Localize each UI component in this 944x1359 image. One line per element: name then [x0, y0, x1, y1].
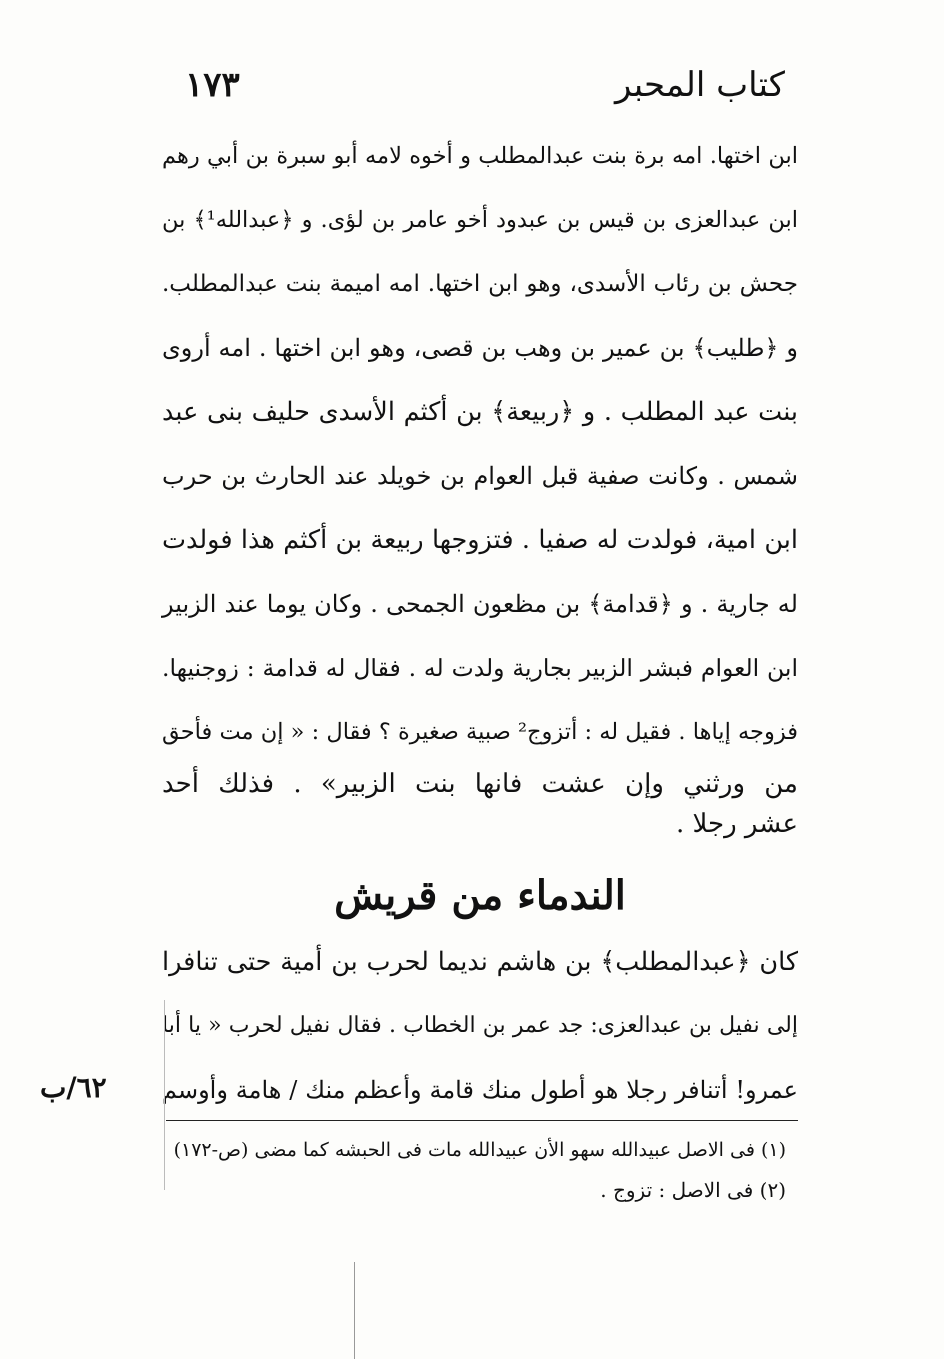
scan-fold-line: [354, 1262, 355, 1359]
text-line: كان ﴿عبدالمطلب﴾ بن هاشم نديما لحرب بن أمية حتى تنافرا: [162, 947, 798, 977]
text-line: شمس . وكانت صفية قبل العوام بن خويلد عند الحارث بن حرب: [162, 462, 798, 490]
text-line: بنت عبد المطلب . و ﴿ربيعة﴾ بن أكثم الأسدى حليف بنى عبد: [162, 397, 798, 427]
main-text-block-2: [162, 930, 798, 1122]
text-line: من ورثني وإن عشت فانها بنت الزبير» . فذلك أحد: [162, 769, 798, 799]
footnote: (١) فى الاصل عبيدالله سهو الأن عبيدالله مات فى الحبشه كما مضى (ص-١٧٢): [173, 1139, 786, 1161]
text-line: ابن اختها. امه برة بنت عبدالمطلب و أخوه لامه أبو سبرة بن أبي رهم: [162, 143, 798, 169]
scan-margin-line: [164, 1000, 165, 1190]
text-line: ابن امية، فولدت له صفيا . فتزوجها ربيعة بن أكثم هذا فولدت: [162, 525, 798, 555]
text-line: فزوجه إياها . فقيل له : أتزوج² صبية صغيرة ؟ فقال : « إن مت فأحق: [162, 719, 798, 745]
section-heading: الندماء من قريش: [334, 872, 626, 919]
manuscript-folio-note: ٦٢/ب: [40, 1071, 107, 1104]
page-number: ١٧٣: [185, 65, 240, 105]
footnote-divider: [166, 1120, 798, 1121]
text-line: ابن عبدالعزى بن قيس بن عبدود أخو عامر بن لؤى. و ﴿عبدالله¹﴾ بن: [162, 207, 798, 233]
main-text-block: [162, 124, 798, 844]
running-head: كتاب المحبر: [614, 65, 785, 105]
text-line: عشر رجلا .: [676, 809, 798, 839]
footnotes: [166, 1130, 786, 1210]
text-line: ابن العوام فبشر الزبير بجارية ولدت له . فقال له قدامة : زوجنيها.: [162, 654, 798, 682]
page-header: [185, 62, 785, 112]
text-line: جحش بن رئاب الأسدى، وهو ابن اختها. امه اميمة بنت عبدالمطلب.: [162, 271, 798, 297]
footnote: (٢) فى الاصل : تزوج .: [600, 1178, 786, 1202]
text-line: له جارية . و ﴿قدامة﴾ بن مظعون الجمحى . وكان يوما عند الزبير: [162, 590, 798, 618]
text-line: و ﴿طليب﴾ بن عمير بن وهب بن قصى، وهو ابن اختها . امه أروى: [162, 334, 798, 362]
text-line: عمرو! أتنافر رجلا هو أطول منك قامة وأعظم منك / هامة وأوسم: [162, 1076, 798, 1104]
text-line: إلى نفيل بن عبدالعزى: جد عمر بن الخطاب . فقال نفيل لحرب « يا أبا: [162, 1013, 798, 1038]
